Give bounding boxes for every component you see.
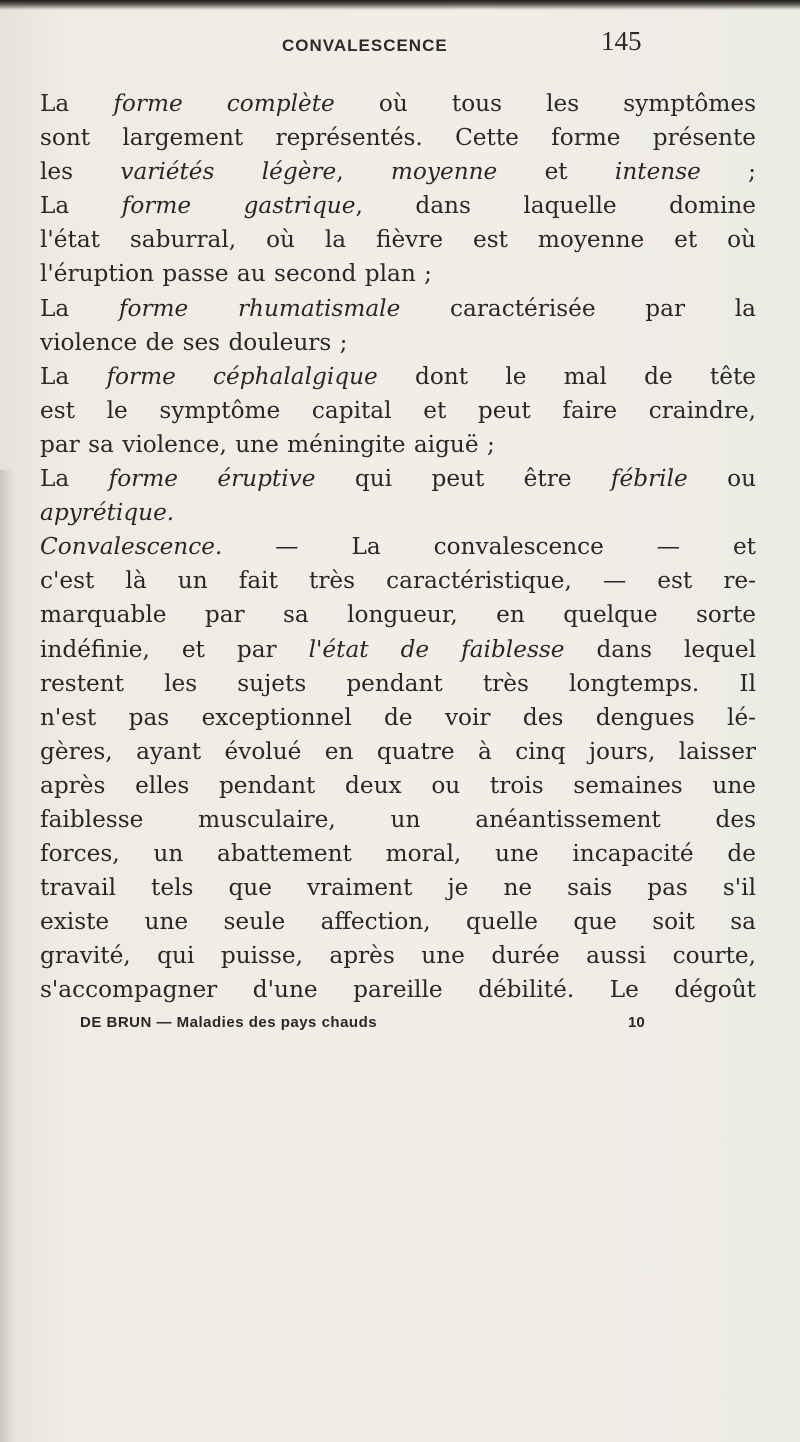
text-segment: les xyxy=(40,158,121,186)
text-segment: ; xyxy=(700,158,756,186)
text-line xyxy=(40,598,756,632)
scan-top-shadow xyxy=(0,0,800,10)
text-segment: — La convalescence — et xyxy=(222,533,756,561)
text-segment: dont le mal de tête xyxy=(377,362,757,390)
text-segment: gères, ayant évolué en quatre à cinq jours, laisser xyxy=(40,737,756,765)
text-segment: La xyxy=(40,294,119,322)
text-segment: sont largement représentés. Cette forme présente xyxy=(40,124,756,152)
text-line xyxy=(40,257,756,291)
italic-segment: forme céphalalgique xyxy=(106,362,378,390)
text-segment: travail tels que vraiment je ne sais pas s'il xyxy=(40,874,756,902)
italic-segment: forme complète xyxy=(113,90,335,117)
body-text xyxy=(40,87,756,1008)
text-line xyxy=(40,394,756,428)
text-line xyxy=(40,939,756,973)
text-segment: caractérisée par la xyxy=(400,294,756,322)
page-number: 145 xyxy=(601,26,642,56)
italic-segment: apyrétique. xyxy=(40,499,175,527)
text-segment: dans lequel xyxy=(564,635,757,663)
text-segment: , xyxy=(336,158,391,186)
italic-segment: l'état de faiblesse xyxy=(308,635,565,663)
page-footer xyxy=(40,1014,756,1044)
text-line xyxy=(40,973,756,1007)
text-segment: indéfinie, et par xyxy=(40,635,309,663)
text-line xyxy=(40,530,756,564)
footer-sheet-number: 10 xyxy=(628,1014,645,1031)
text-line xyxy=(40,428,756,462)
italic-segment: forme gastrique xyxy=(121,192,356,220)
text-line xyxy=(40,121,756,155)
italic-segment: moyenne xyxy=(390,158,498,186)
text-line xyxy=(40,667,756,701)
text-line xyxy=(40,155,756,189)
text-segment: restent les sujets pendant très longtemps. Il xyxy=(40,669,756,697)
text-line xyxy=(40,905,756,939)
text-segment: La xyxy=(40,465,109,493)
text-segment: La xyxy=(40,192,122,220)
text-line xyxy=(40,326,756,360)
text-segment: existe une seule affection, quelle que soit sa xyxy=(40,908,756,936)
italic-segment: forme rhumatismale xyxy=(118,294,401,322)
page-header xyxy=(0,10,800,70)
italic-segment: variétés légère xyxy=(120,158,337,186)
scan-left-edge xyxy=(0,470,14,1442)
text-segment: qui peut être xyxy=(315,465,611,493)
text-line xyxy=(40,87,756,121)
text-line xyxy=(40,223,756,257)
text-line xyxy=(40,633,756,667)
text-line xyxy=(40,837,756,871)
text-segment: l'état saburral, où la fièvre est moyenne et où xyxy=(40,226,756,254)
text-line xyxy=(40,189,756,223)
italic-segment: forme éruptive xyxy=(108,465,316,493)
text-segment: par sa violence, une méningite aiguë ; xyxy=(40,430,495,458)
text-segment: forces, un abattement moral, une incapacité de xyxy=(40,840,756,868)
text-segment: est le symptôme capital et peut faire craindre, xyxy=(40,396,756,424)
text-segment: où tous les symptômes xyxy=(334,90,756,117)
text-line xyxy=(40,292,756,326)
italic-segment: fébrile xyxy=(610,465,688,493)
text-line xyxy=(40,496,756,530)
text-line xyxy=(40,701,756,735)
footer-signature: DE BRUN — Maladies des pays chauds xyxy=(80,1014,378,1031)
text-line xyxy=(40,360,756,394)
text-line xyxy=(40,564,756,598)
text-segment: et xyxy=(497,158,615,186)
text-line xyxy=(40,462,756,496)
text-segment: faiblesse musculaire, un anéantissement des xyxy=(40,805,756,833)
italic-segment: intense xyxy=(614,158,701,186)
text-segment: ou xyxy=(687,465,757,493)
text-segment: violence de ses douleurs ; xyxy=(40,328,348,356)
text-segment: , dans laquelle domine xyxy=(355,192,757,220)
text-segment: gravité, qui puisse, après une durée aussi courte, xyxy=(40,942,756,970)
text-segment: n'est pas exceptionnel de voir des dengues lé- xyxy=(40,703,756,731)
running-head: CONVALESCENCE xyxy=(282,36,448,55)
text-segment: marquable par sa longueur, en quelque sorte xyxy=(40,601,756,629)
text-segment: s'accompagner d'une pareille débilité. Le dégoût xyxy=(40,976,756,1004)
text-line xyxy=(40,735,756,769)
text-segment: La xyxy=(40,362,107,390)
italic-segment: Convalescence. xyxy=(40,533,223,561)
text-line xyxy=(40,769,756,803)
text-segment: après elles pendant deux ou trois semaines une xyxy=(40,771,756,799)
text-segment: La xyxy=(40,90,114,117)
text-line xyxy=(40,803,756,837)
text-line xyxy=(40,871,756,905)
text-segment: c'est là un fait très caractéristique, — est re- xyxy=(40,567,756,595)
text-segment: l'éruption passe au second plan ; xyxy=(40,260,432,288)
